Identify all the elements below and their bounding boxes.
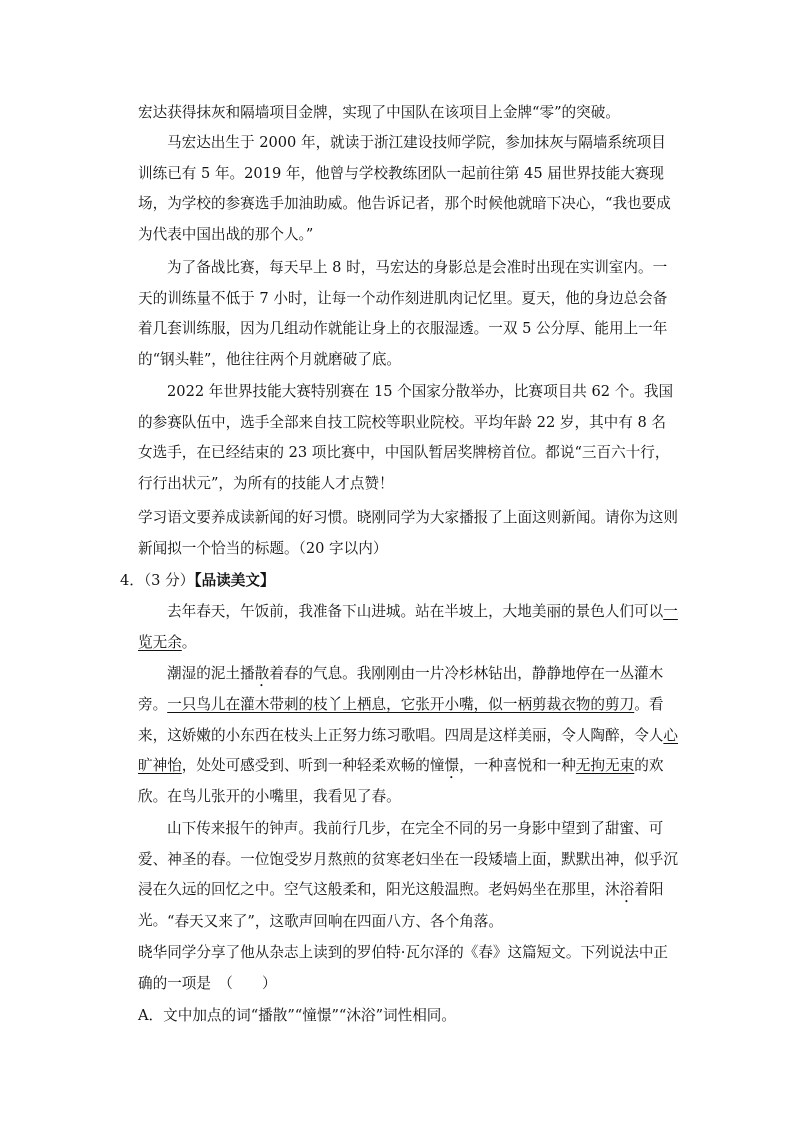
essay-paragraph-2: 潮湿的泥土播散着春的气息。我刚刚由一片冷杉林钻出，静静地停在一丛灌木旁。一只鸟儿在灌木带刺的枝丫上栖息，它张开小嘴，似一柄剪裁衣物的剪刀。看来，这娇嫩的小东西在枝头上正努力练习歌唱。四周是这样美丽，令人陶醉，令人心旷神怡，处处可感受到、听到一种轻柔欢畅的憧憬，一种喜悦和一种无拘无束的欢欣。在鸟儿张开的小嘴里，我看见了春。	[138, 665, 678, 805]
dotted-character: 浴	[619, 881, 635, 898]
underlined-sentence: 一只鸟儿在灌木带刺的枝丫上栖息，它张开小嘴，似一柄剪裁衣物的剪刀	[167, 696, 635, 713]
essay-paragraph-3: 山下传来报午的钟声。我前行几步，在完全不同的另一身影中望到了甜蜜、可爱、神圣的春。一位饱受岁月熬煎的贫寒老妇坐在一段矮墙上面，默默出神，似乎沉浸在久远的回忆之中。空气这般柔和，阳光这般温煦。老妈妈坐在那里，沐浴着阳光。	[138, 820, 678, 929]
news-paragraph-1: 马宏达出生于 2000 年，就读于浙江建设技师学院，参加抹灰与隔墙系统项目训练已有 5 年。2019 年，他曾与学校教练团队一起前往第 45 届世界技能大赛现场，为学校的参赛选手加油助威。他告诉记者，那个时候他就暗下决心，“我也要成为代表中国出战的那个人。”	[138, 134, 671, 243]
question-score: （3 分）	[143, 572, 195, 589]
essay-paragraph-1: 去年春天，午饭前，我准备下山进城。站在半坡上，大地美丽的景色人们可以一览无余。	[138, 603, 678, 651]
question-number: 4．	[120, 572, 144, 589]
dotted-character: 憬	[444, 757, 460, 774]
dotted-character: 散	[254, 665, 270, 682]
option-a: A．文中加点的词“播散”“憧憬”“沐浴”词性相同。	[138, 1007, 456, 1024]
news-paragraph-2: 为了备战比赛，每天早上 8 时，马宏达的身影总是会准时出现在实训室内。一天的训练量不低于 7 小时，让每一个动作刻进肌肉记忆里。夏天，他的身边总会备着几套训练服，因为几组动作就能让身上的衣服湿透。一双 5 公分厚、能用上一年的“钢头鞋”，他往往两个月就磨破了底。	[138, 259, 668, 368]
news-paragraph-continued: 宏达获得抹灰和隔墙项目金牌，实现了中国队在该项目上金牌“零”的突破。	[138, 104, 620, 121]
question-4-header	[120, 566, 275, 597]
question-tag: 【品读美文】	[194, 572, 275, 589]
underlined-phrase: 一览无余	[138, 603, 678, 651]
underlined-phrase: 无拘无束	[575, 757, 635, 774]
underlined-phrase: 心旷神怡	[138, 726, 678, 774]
news-paragraph-3: 2022 年世界技能大赛特别赛在 15 个国家分散举办，比赛项目共 62 个。我国的参赛队伍中，选手全部来自技工院校等职业院校。平均年龄 22 岁，其中有 8 名女选手，在已经结束的 23 项比赛中，中国队暂居奖牌榜首位。都说“三百六十行，行行出状元”，为所有的技能人才点赞！	[138, 383, 674, 492]
question-4-stem: 晓华同学分享了他从杂志上读到的罗伯特·瓦尔泽的《春》这篇短文。下列说法中正确的一项是 （ ）	[138, 944, 669, 992]
question-3-task: 学习语文要养成读新闻的好习惯。晓刚同学为大家播报了上面这则新闻。请你为这则新闻拟一个恰当的标题。（20 字以内）	[138, 509, 678, 557]
essay-paragraph-4: “春天又来了”，这歌声回响在四面八方、各个角落。	[167, 913, 503, 930]
